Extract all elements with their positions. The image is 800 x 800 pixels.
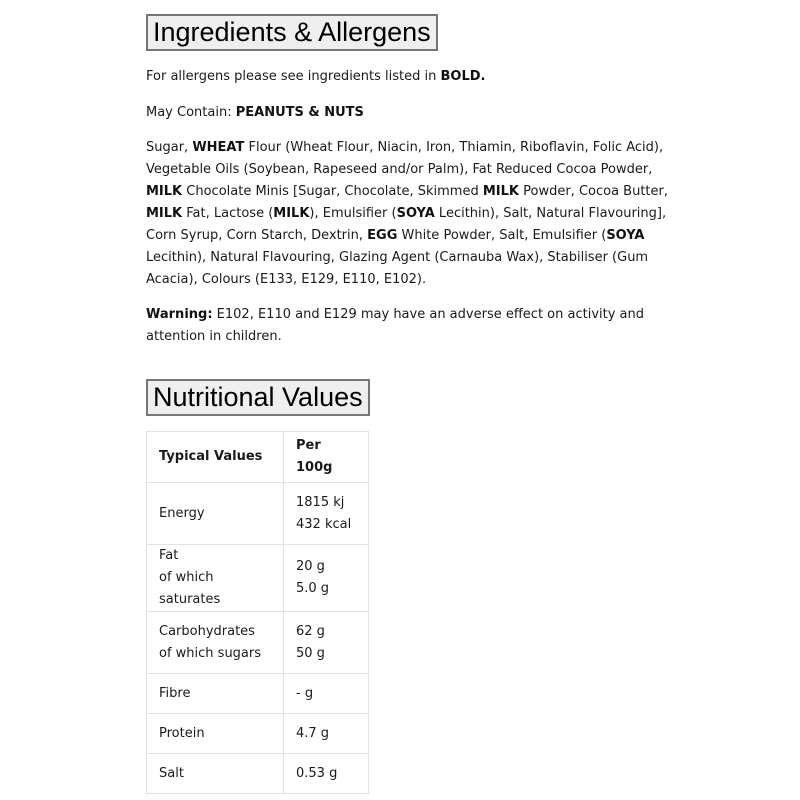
nutrient-label-line: Carbohydrates bbox=[159, 623, 255, 639]
ingredients-list bbox=[146, 137, 691, 291]
may-contain-note bbox=[146, 102, 706, 124]
nutrient-label bbox=[147, 612, 284, 674]
nutrition-table-header-row bbox=[147, 432, 369, 483]
nutrition-row bbox=[147, 714, 369, 754]
column-header-per-100g: Per 100g bbox=[284, 432, 369, 483]
nutrient-value-line: 432 kcal bbox=[296, 516, 352, 532]
ingredients-allergens-heading[interactable]: Ingredients & Allergens bbox=[146, 14, 438, 51]
allergen-ingredient: MILK bbox=[482, 184, 519, 199]
nutrient-label-line: Salt bbox=[159, 765, 184, 781]
allergen-note-bold: BOLD. bbox=[440, 69, 486, 84]
nutritional-values-heading[interactable]: Nutritional Values bbox=[146, 379, 370, 416]
nutrient-label-line: Energy bbox=[159, 505, 205, 521]
nutrient-value-line: 50 g bbox=[296, 645, 325, 661]
nutrient-value bbox=[284, 612, 369, 674]
ingredient-text: Lecithin), Natural Flavouring, Glazing Agent (Carnauba Wax), Stabiliser (Gum Acacia), Colours (E133, E129, E110, E102). bbox=[146, 250, 649, 287]
allergen-ingredient: MILK bbox=[146, 206, 183, 221]
nutrient-value-line: - g bbox=[296, 685, 314, 701]
allergen-ingredient: SOYA bbox=[606, 228, 645, 243]
warning-label: Warning: bbox=[146, 307, 213, 322]
ingredient-text: Powder, Cocoa Butter, bbox=[518, 184, 668, 199]
ingredient-text: ), Emulsifier ( bbox=[309, 206, 397, 221]
nutrition-row bbox=[147, 545, 369, 612]
nutrient-label-line: Protein bbox=[159, 725, 205, 741]
nutrient-label-line: Fat bbox=[159, 548, 179, 563]
nutrient-value bbox=[284, 674, 369, 714]
nutrient-value-line: 4.7 g bbox=[296, 725, 330, 741]
ingredient-text: Fat, Lactose ( bbox=[182, 206, 274, 221]
nutrition-table-body bbox=[147, 483, 369, 794]
nutrient-label-line: of which sugars bbox=[159, 645, 262, 661]
nutrition-row bbox=[147, 674, 369, 714]
allergen-note-text: For allergens please see ingredients listed in bbox=[146, 69, 441, 84]
ingredient-text: Sugar, bbox=[146, 140, 193, 155]
nutrient-value-line: 20 g bbox=[296, 559, 325, 574]
ingredient-text: Chocolate Minis [Sugar, Chocolate, Skimmed bbox=[182, 184, 483, 199]
may-contain-allergens: PEANUTS & NUTS bbox=[235, 105, 364, 120]
column-header-typical-values: Typical Values bbox=[147, 432, 284, 483]
nutrient-value bbox=[284, 545, 369, 612]
nutrient-label bbox=[147, 714, 284, 754]
ingredient-text: Lecithin), Salt, Natural Flavouring], Corn Syrup, Corn Starch, Dextrin, bbox=[146, 206, 667, 243]
nutrient-label bbox=[147, 754, 284, 794]
nutrition-table bbox=[146, 431, 369, 794]
nutrient-label-line: Fibre bbox=[159, 685, 191, 701]
allergen-ingredient: MILK bbox=[146, 184, 183, 199]
nutrient-label bbox=[147, 483, 284, 545]
nutrition-row bbox=[147, 483, 369, 545]
allergen-ingredient: SOYA bbox=[396, 206, 435, 221]
allergen-ingredient: WHEAT bbox=[192, 140, 245, 155]
nutrient-value-line: 0.53 g bbox=[296, 765, 338, 781]
nutrient-value bbox=[284, 754, 369, 794]
nutrition-row bbox=[147, 754, 369, 794]
allergen-note bbox=[146, 66, 706, 88]
allergen-ingredient: EGG bbox=[367, 228, 398, 243]
may-contain-label: May Contain: bbox=[146, 105, 236, 120]
nutrient-value-line: 62 g bbox=[296, 623, 325, 639]
nutrient-label bbox=[147, 545, 284, 612]
ingredient-text: White Powder, Salt, Emulsifier ( bbox=[397, 228, 607, 243]
nutrient-value-line: 5.0 g bbox=[296, 581, 330, 596]
nutrient-value bbox=[284, 483, 369, 545]
nutrient-value bbox=[284, 714, 369, 754]
nutrient-label-line: of which saturates bbox=[159, 570, 221, 607]
allergen-ingredient: MILK bbox=[273, 206, 310, 221]
nutrient-value-line: 1815 kj bbox=[296, 494, 345, 510]
ingredient-text: Flour (Wheat Flour, Niacin, Iron, Thiamin, Riboflavin, Folic Acid), Vegetable Oils (Soybean, Rapeseed and/or Palm), Fat Reduced Cocoa Powder, bbox=[146, 140, 664, 177]
nutrition-row bbox=[147, 612, 369, 674]
additive-warning bbox=[146, 304, 691, 348]
nutrient-label bbox=[147, 674, 284, 714]
warning-text: E102, E110 and E129 may have an adverse effect on activity and attention in children. bbox=[146, 307, 645, 344]
